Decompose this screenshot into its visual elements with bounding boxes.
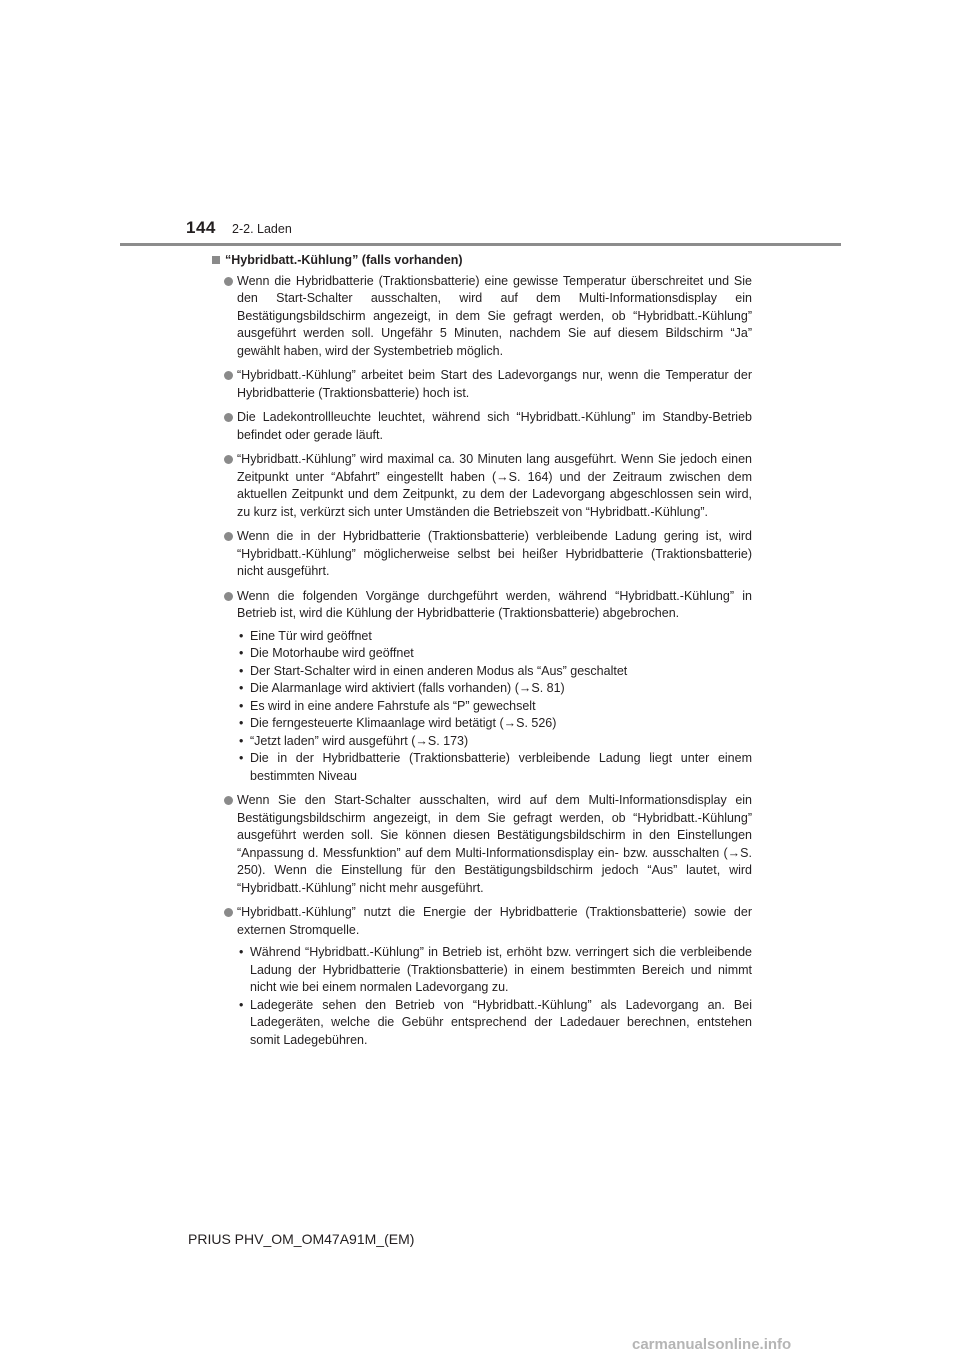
- item-text: Die Ladekontrollleuchte leuchtet, während sich “Hybridbatt.-Kühlung” im Standby-Betrieb befindet oder gerade läuft.: [237, 410, 752, 442]
- circle-bullet-icon: [224, 455, 233, 464]
- sub-list-item: • Die ferngesteuerte Klimaanlage wird betätigt (→S. 526): [237, 715, 752, 733]
- sub-list-item: • Die Motorhaube wird geöffnet: [237, 645, 752, 663]
- circle-bullet-icon: [224, 592, 233, 601]
- sub-list-item: • Die Alarmanlage wird aktiviert (falls vorhanden) (→S. 81): [237, 680, 752, 698]
- circle-bullet-icon: [224, 908, 233, 917]
- heading-text: “Hybridbatt.-Kühlung” (falls vorhanden): [225, 253, 463, 267]
- circle-bullet-icon: [224, 796, 233, 805]
- page-number: 144: [186, 218, 216, 237]
- list-item: [212, 409, 752, 444]
- sub-list-item: • Eine Tür wird geöffnet: [237, 628, 752, 646]
- sub-list-item: • Die in der Hybridbatterie (Traktionsbatterie) verbleibende Ladung liegt unter einem bestimmten Niveau: [237, 750, 752, 785]
- item-text: “Hybridbatt.-Kühlung” wird maximal ca. 30 Minuten lang ausgeführt. Wenn Sie jedoch einen Zeitpunkt unter “Abfahrt” eingestellt haben (→S. 164) und der Zeitraum zwischen dem aktuellen Zeitpunkt und dem Zeitpunkt, zu dem der Ladevorgang abgeschlossen sein wird, zu kurz ist, verkürzt sich unter Umständen die Betriebszeit von “Hybridbatt.-Kühlung”.: [237, 452, 752, 519]
- item-text: “Hybridbatt.-Kühlung” arbeitet beim Start des Ladevorgangs nur, wenn die Temperatur der Hybridbatterie (Traktionsbatterie) hoch ist.: [237, 368, 752, 400]
- header-rule: [120, 243, 841, 246]
- square-bullet-icon: [212, 256, 220, 264]
- list-item: [212, 273, 752, 361]
- watermark: carmanualsonline.info: [632, 1336, 792, 1353]
- sub-list-item: • Es wird in eine andere Fahrstufe als “P” gewechselt: [237, 698, 752, 716]
- list-item: [212, 904, 752, 1049]
- list-item: [212, 792, 752, 897]
- circle-bullet-icon: [224, 532, 233, 541]
- list-item: [212, 528, 752, 581]
- item-text: Wenn die folgenden Vorgänge durchgeführt werden, während “Hybridbatt.-Kühlung” in Betrieb ist, wird die Kühlung der Hybridbatterie (Traktionsbatterie) abgebrochen.: [237, 588, 752, 620]
- section-title: 2-2. Laden: [232, 222, 292, 236]
- sub-list-item: • Während “Hybridbatt.-Kühlung” in Betrieb ist, erhöht bzw. verringert sich die verbleibende Ladung der Hybridbatterie (Traktionsbatterie) in einem bestimmten Bereich und nimmt nicht wie bei einem normalen Ladevorgang zu.: [237, 944, 752, 997]
- circle-bullet-icon: [224, 413, 233, 422]
- item-text: “Hybridbatt.-Kühlung” nutzt die Energie der Hybridbatterie (Traktionsbatterie) sowie der externen Stromquelle.: [237, 905, 752, 937]
- circle-bullet-icon: [224, 371, 233, 380]
- sub-list-item: • Ladegeräte sehen den Betrieb von “Hybridbatt.-Kühlung” als Ladevorgang an. Bei Ladegeräten, welche die Gebühr entsprechend der Ladedauer berechnen, entstehen somit Ladegebühren.: [237, 997, 752, 1050]
- sub-list: [237, 944, 752, 1049]
- section-heading: [212, 252, 752, 270]
- list-item: [212, 367, 752, 402]
- document-code: PRIUS PHV_OM_OM47A91M_(EM): [188, 1231, 415, 1247]
- sub-list-item: • Der Start-Schalter wird in einen anderen Modus als “Aus” geschaltet: [237, 663, 752, 681]
- sub-list-item: • “Jetzt laden” wird ausgeführt (→S. 173): [237, 733, 752, 751]
- circle-bullet-icon: [224, 277, 233, 286]
- item-text: Wenn Sie den Start-Schalter ausschalten, wird auf dem Multi-Informationsdisplay ein Bestätigungsbildschirm angezeigt, in dem Sie gefragt werden, ob “Hybridbatt.-Kühlung” ausgeführt werden soll. Sie können diesen Bestätigungsbildschirm in den Einstellungen “Anpassung d. Messfunktion” auf dem Multi-Informationsdisplay ein- bzw. ausschalten (→S. 250). Wenn die Einstellung für den Bestätigungsbildschirm jedoch “Aus” lautet, wird “Hybridbatt.-Kühlung” nicht mehr ausgeführt.: [237, 793, 752, 895]
- page-content: [212, 252, 752, 1056]
- list-item: [212, 588, 752, 786]
- list-item: [212, 451, 752, 521]
- item-text: Wenn die Hybridbatterie (Traktionsbatterie) eine gewisse Temperatur überschreitet und Sie den Start-Schalter ausschalten, wird auf dem Multi-Informationsdisplay ein Bestätigungsbildschirm angezeigt, in dem Sie gefragt werden, ob “Hybridbatt.-Kühlung” ausgeführt werden soll. Ungefähr 5 Minuten, nachdem Sie auf diesem Bildschirm “Ja” gewählt haben, wird der Systembetrieb möglich.: [237, 273, 752, 358]
- item-text: Wenn die in der Hybridbatterie (Traktionsbatterie) verbleibende Ladung gering ist, wird “Hybridbatt.-Kühlung” möglicherweise selbst bei heißer Hybridbatterie (Traktionsbatterie) nicht ausgeführt.: [237, 529, 752, 578]
- sub-list: [237, 628, 752, 786]
